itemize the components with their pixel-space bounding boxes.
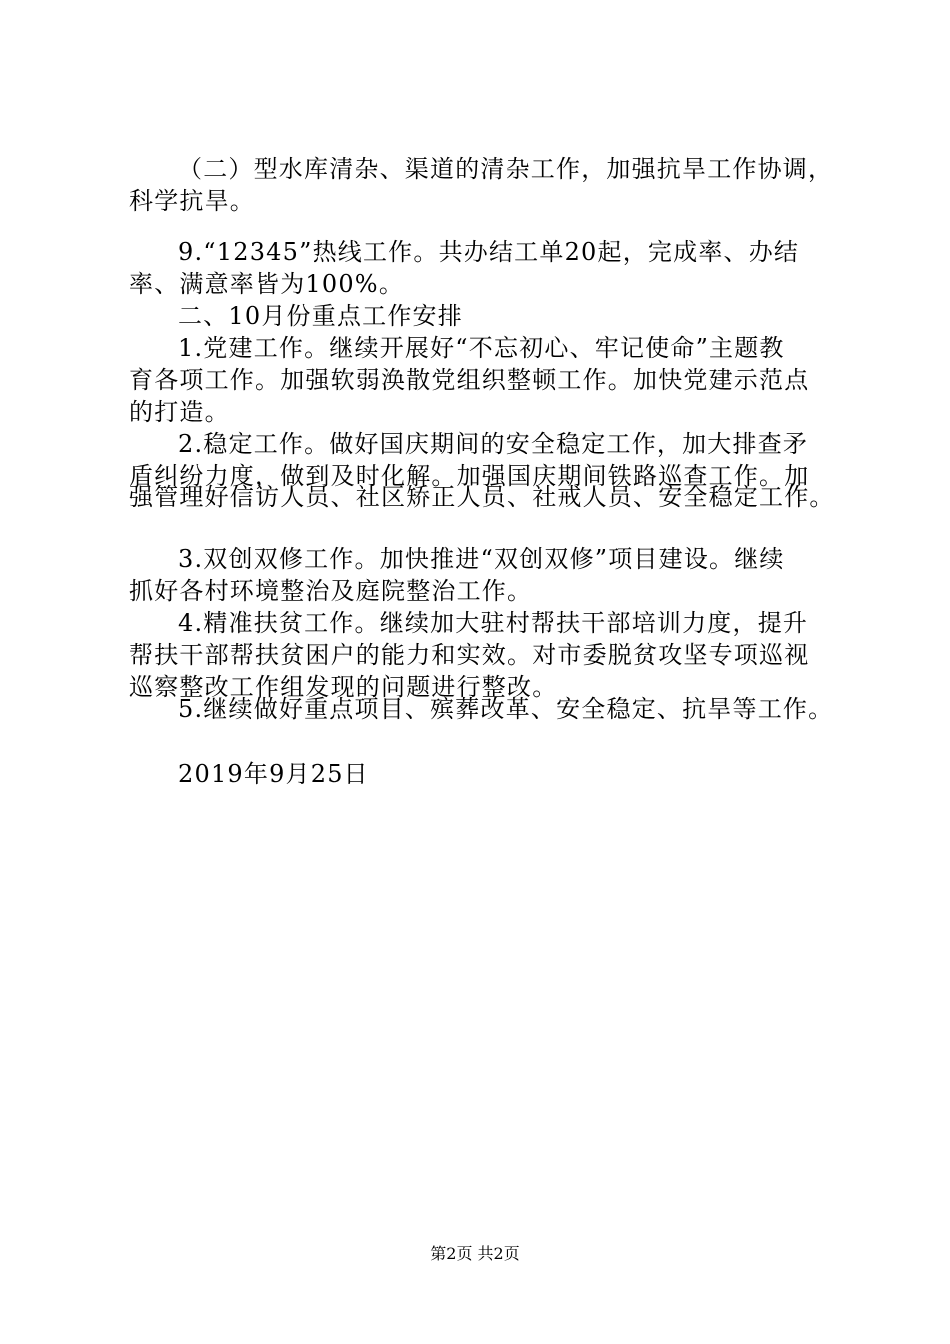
text-line: 5.继续做好重点项目、殡葬改革、安全稳定、抗旱等工作。 <box>178 695 834 723</box>
text-line: 科学抗旱。 <box>129 187 255 215</box>
text-line: 巡察整改工作组发现的问题进行整改。 <box>129 673 558 701</box>
text-line: 帮扶干部帮扶贫困户的能力和实效。对市委脱贫攻坚专项巡视 <box>129 641 810 669</box>
document-date: 2019年9月25日 <box>178 760 369 788</box>
text-line: 1.党建工作。继续开展好“不忘初心、牢记使命”主题教 <box>178 334 785 362</box>
text-line: 4.精准扶贫工作。继续加大驻村帮扶干部培训力度，提升 <box>178 609 809 637</box>
text-line: 9.“12345”热线工作。共办结工单20起，完成率、办结 <box>178 238 800 266</box>
text-line: 抓好各村环境整治及庭院整治工作。 <box>129 577 533 605</box>
text-line: 率、满意率皆为100%。 <box>129 270 405 298</box>
text-line: 2.稳定工作。做好国庆期间的安全稳定工作，加大排查矛 <box>178 430 809 458</box>
page-footer: 第2页 共2页 <box>430 1244 520 1263</box>
text-line: 强管理好信访人员、社区矫正人员、社戒人员、安全稳定工作。 <box>129 483 835 511</box>
text-line: 3.双创双修工作。加快推进“双创双修”项目建设。继续 <box>178 545 785 573</box>
text-line: 育各项工作。加强软弱涣散党组织整顿工作。加快党建示范点 <box>129 366 810 394</box>
section-heading: 二、10月份重点工作安排 <box>178 302 463 330</box>
text-line: （二）型水库清杂、渠道的清杂工作，加强抗旱工作协调， <box>178 155 834 183</box>
text-line: 的打造。 <box>129 398 230 426</box>
text-line: 盾纠纷力度，做到及时化解。加强国庆期间铁路巡查工作。加 <box>129 462 810 490</box>
